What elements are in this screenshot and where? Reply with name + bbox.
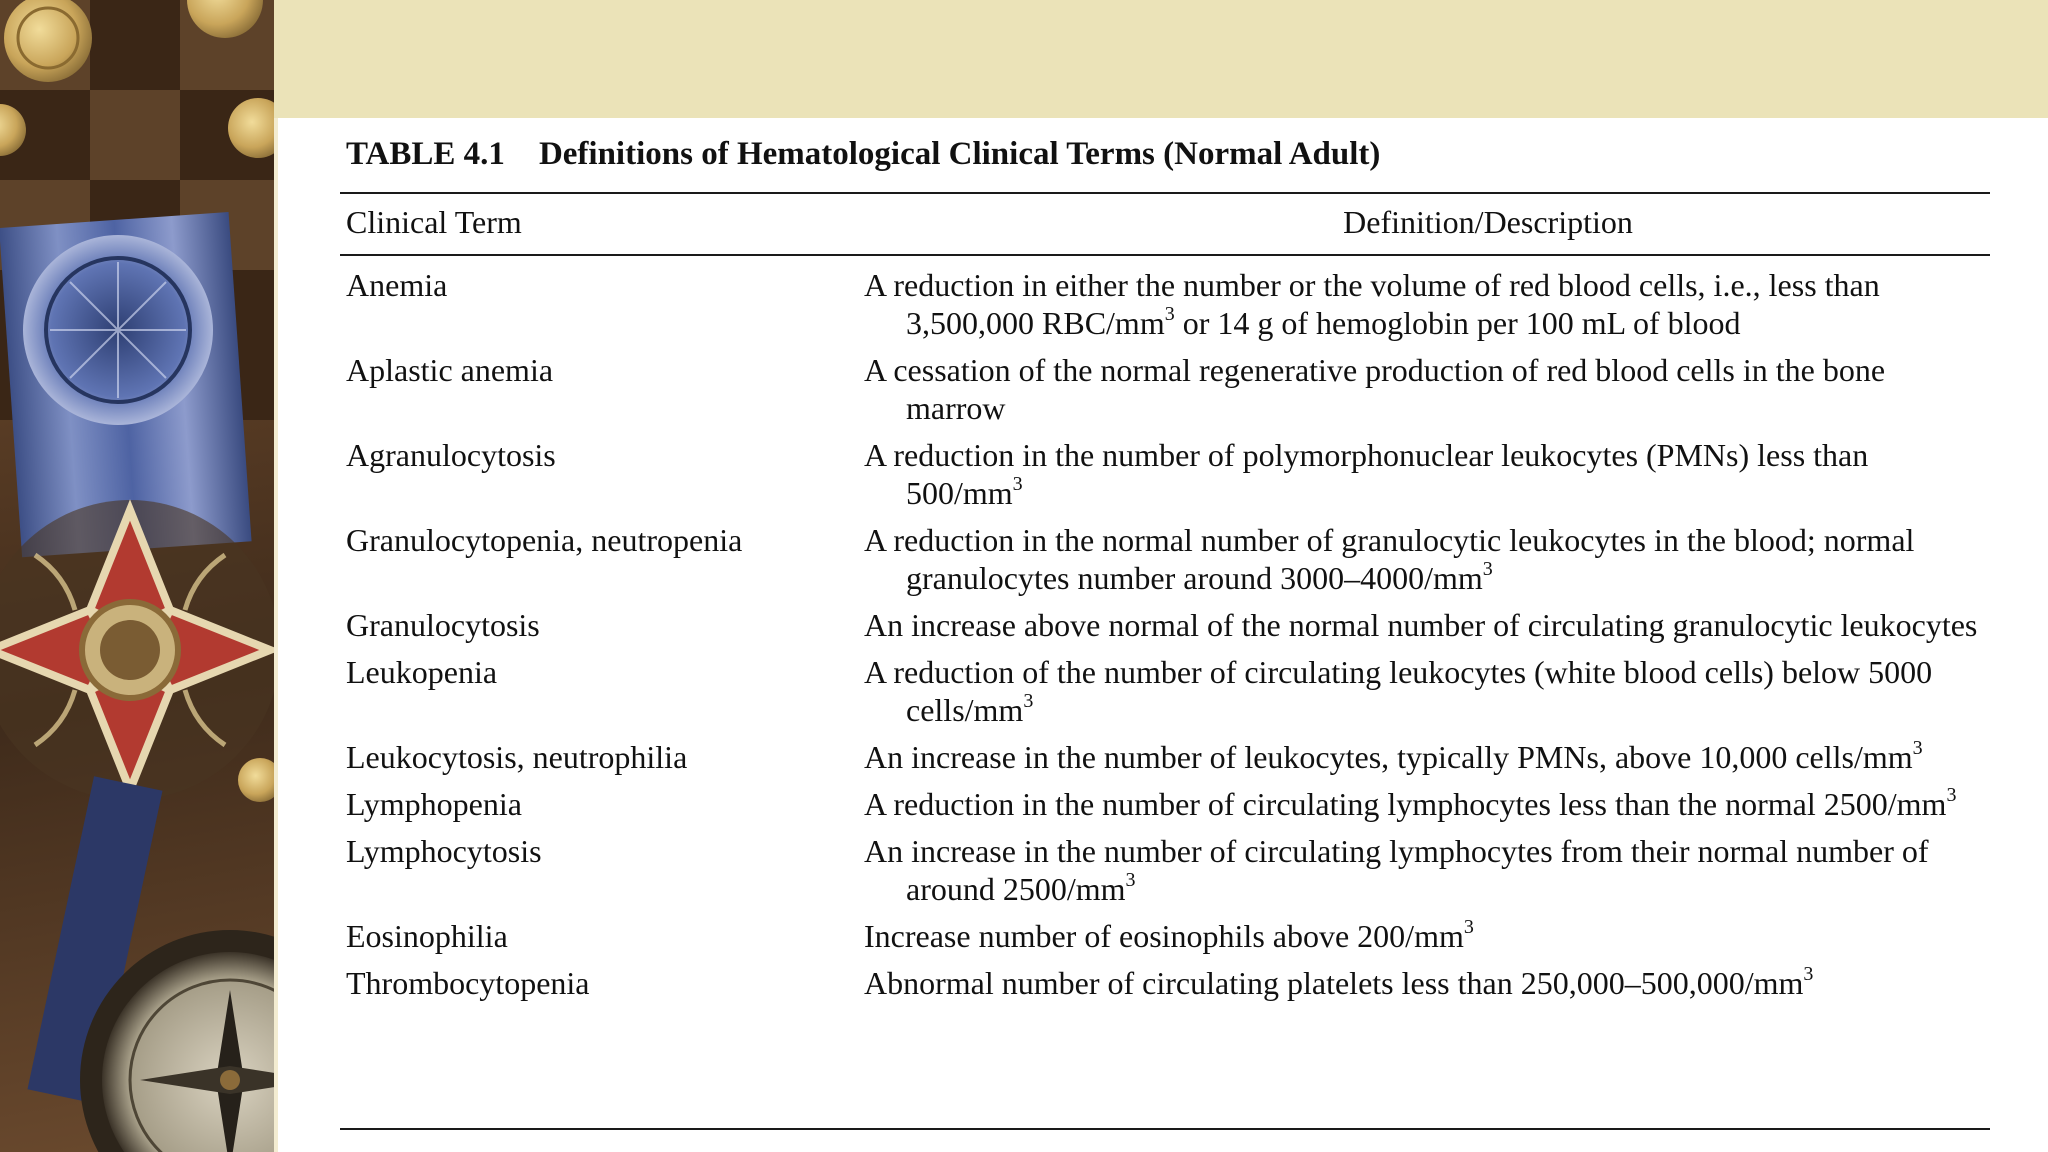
definition: A reduction in either the number or the volume of red blood cells, i.e., less than 3,500,000 RBC/$mm^3$ or 14 g of hemoglobin per 100 mL of blood: [864, 267, 1880, 341]
table-title: Definitions of Hematological Clinical Terms (Normal Adult): [538, 136, 1381, 172]
decorative-photo: [0, 0, 274, 1152]
table-row: [346, 266, 1996, 342]
clinical-term: Aplastic anemia: [346, 352, 554, 388]
table-row: [346, 521, 1996, 597]
clinical-term: Leukopenia: [346, 654, 498, 690]
hematology-table: [278, 118, 2048, 1152]
column-header-term: Clinical Term: [346, 204, 522, 240]
clinical-term: Anemia: [346, 267, 448, 303]
table-number: TABLE 4.1: [346, 136, 505, 172]
clinical-term: Granulocytopenia, neutropenia: [346, 522, 743, 558]
definition: An increase in the number of circulating lymphocytes from their normal number of around $2500/mm^3$: [864, 833, 1929, 907]
clinical-term: Granulocytosis: [346, 607, 540, 643]
table-row: [346, 964, 1996, 1002]
bottom-rule: [340, 1128, 1990, 1130]
definition: A reduction of the number of circulating leukocytes (white blood cells) below 5000 cells/$mm^3$: [864, 654, 1933, 728]
table-row: [346, 653, 1996, 729]
table-row: [346, 738, 1996, 776]
definition: Increase number of eosinophils above $200/mm^3$: [864, 916, 1474, 954]
table-row: [346, 351, 1996, 427]
top-rule: [340, 192, 1990, 194]
slide-header-band: [274, 0, 2048, 118]
definition: A reduction in the number of polymorphonuclear leukocytes (PMNs) less than $500/mm^3$: [864, 437, 1869, 511]
table-row: [346, 436, 1996, 512]
table-caption: [346, 136, 1380, 173]
definition: An increase in the number of leukocytes, typically PMNs, above 10,000 cells/$mm^3$: [864, 737, 1923, 775]
clinical-term: Lymphopenia: [346, 786, 522, 822]
table-row: [346, 606, 1996, 644]
header-rule: [340, 254, 1990, 256]
clinical-term: Eosinophilia: [346, 918, 508, 954]
clinical-term: Agranulocytosis: [346, 437, 556, 473]
definition: Abnormal number of circulating platelets less than $250,000-500,000/mm^3$: [864, 963, 1814, 1001]
table-row: [346, 917, 1996, 955]
clinical-term: Lymphocytosis: [346, 833, 542, 869]
table-row: [346, 832, 1996, 908]
definition: An increase above normal of the normal number of circulating granulocytic leukocytes: [864, 607, 1978, 643]
medals-illustration: [0, 0, 274, 1152]
definition: A cessation of the normal regenerative production of red blood cells in the bone marrow: [864, 352, 1886, 426]
column-header-definition: Definition/Description: [1343, 204, 1633, 240]
clinical-term: Thrombocytopenia: [346, 965, 590, 1001]
table-body: [346, 266, 1996, 1011]
table-row: [346, 785, 1996, 823]
clinical-term: Leukocytosis, neutrophilia: [346, 739, 688, 775]
definition: A reduction in the number of circulating lymphocytes less than the normal $2500/mm^3$: [864, 784, 1957, 822]
definition: A reduction in the normal number of granulocytic leukocytes in the blood; normal granulocytes number around $3000-4000/mm^3$: [864, 522, 1915, 596]
